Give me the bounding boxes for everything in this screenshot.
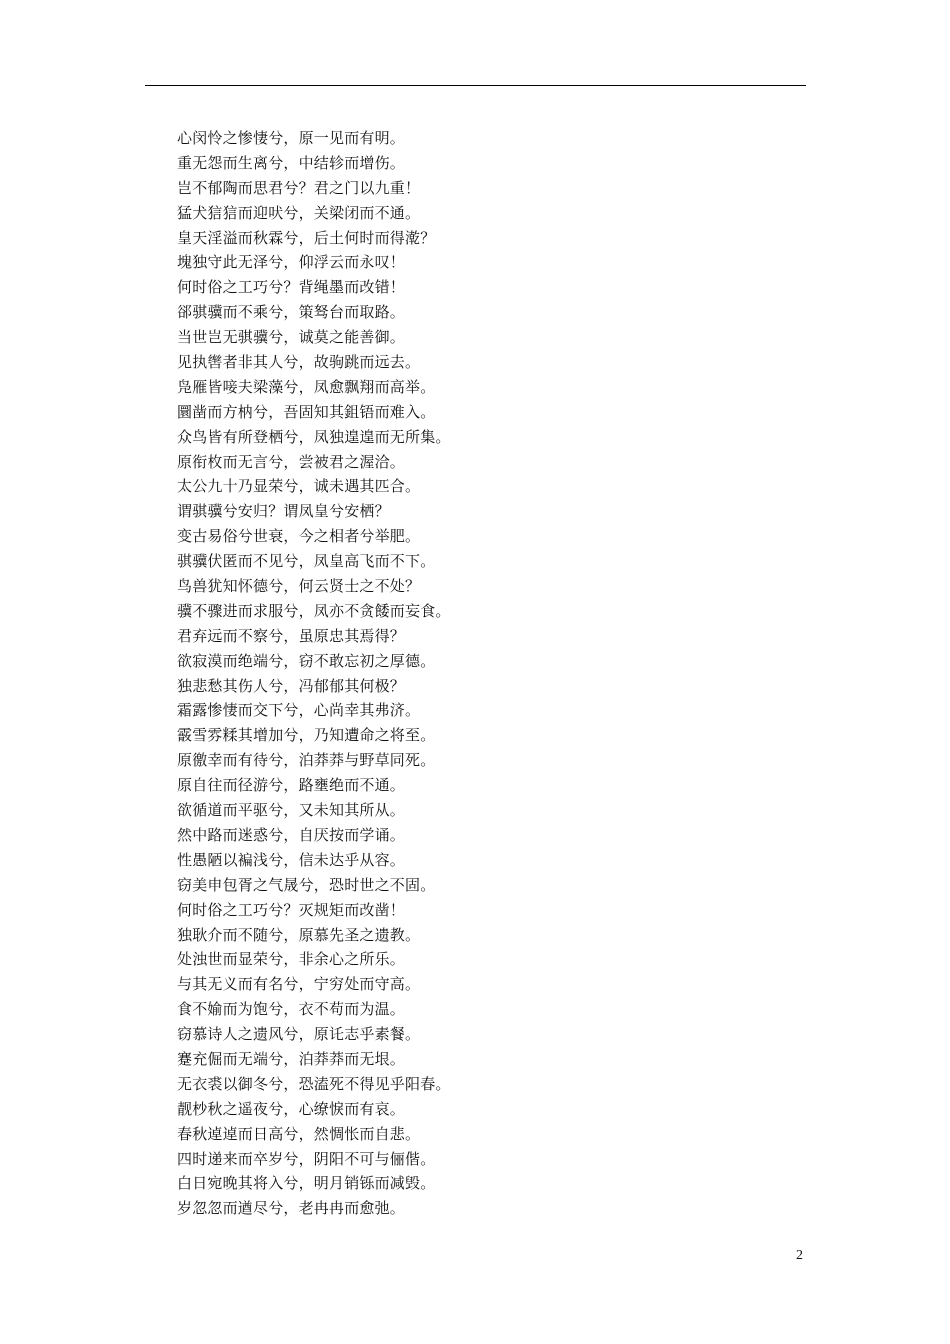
poem-line: 岂不郁陶而思君兮？君之门以九重！ bbox=[177, 178, 421, 197]
poem-line: 四时递来而卒岁兮，阴阳不可与俪偕。 bbox=[177, 1149, 436, 1168]
poem-line: 原衔枚而无言兮，尝被君之渥洽。 bbox=[177, 452, 406, 471]
poem-line: 欲寂漠而绝端兮，窃不敢忘初之厚德。 bbox=[177, 651, 436, 670]
poem-line: 无衣裘以御冬兮，恐溘死不得见乎阳春。 bbox=[177, 1074, 451, 1093]
poem-line: 猛犬狺狺而迎吠兮，关梁闭而不通。 bbox=[177, 203, 421, 222]
poem-line: 变古易俗兮世衰，今之相者兮举肥。 bbox=[177, 527, 421, 546]
poem-line: 春秋逴逴而日高兮，然惆怅而自悲。 bbox=[177, 1124, 421, 1143]
poem-line: 当世岂无骐骥兮，诚莫之能善御。 bbox=[177, 328, 406, 347]
poem-line: 窃慕诗人之遗风兮，原讬志乎素餐。 bbox=[177, 1025, 421, 1044]
poem-line: 郤骐骥而不乘兮，策驽台而取路。 bbox=[177, 303, 406, 322]
poem-line: 岁忽忽而遒尽兮，老冉冉而愈弛。 bbox=[177, 1199, 406, 1218]
poem-line: 何时俗之工巧兮？背绳墨而改错！ bbox=[177, 278, 406, 297]
poem-line: 窃美申包胥之气晟兮，恐时世之不固。 bbox=[177, 875, 436, 894]
poem-line: 霰雪雰糅其增加兮，乃知遭命之将至。 bbox=[177, 726, 436, 745]
poem-line: 与其无义而有名兮，宁穷处而守高。 bbox=[177, 975, 421, 994]
poem-line: 原徼幸而有待兮，泊莽莽与野草同死。 bbox=[177, 751, 436, 770]
poem-line: 重无怨而生离兮，中结轸而增伤。 bbox=[177, 153, 406, 172]
poem-line: 靓杪秋之遥夜兮，心缭悷而有哀。 bbox=[177, 1099, 406, 1118]
poem-line: 独耿介而不随兮，原慕先圣之遗教。 bbox=[177, 925, 421, 944]
poem-line: 白日宛晚其将入兮，明月销铄而减毁。 bbox=[177, 1174, 436, 1193]
poem-line: 骥不骤进而求服兮，凤亦不贪餧而妄食。 bbox=[177, 601, 451, 620]
poem-line: 蹇充倔而无端兮，泊莽莽而无垠。 bbox=[177, 1049, 406, 1068]
poem-line: 原自往而径游兮，路壅绝而不通。 bbox=[177, 776, 406, 795]
poem-line: 太公九十乃显荣兮，诚未遇其匹合。 bbox=[177, 477, 421, 496]
poem-text bbox=[177, 126, 777, 1221]
poem-line: 凫雁皆唼夫梁藻兮，凤愈飘翔而高举。 bbox=[177, 377, 436, 396]
poem-line: 皇天淫溢而秋霖兮，后土何时而得漧？ bbox=[177, 228, 436, 247]
poem-line: 见执辔者非其人兮，故驹跳而远去。 bbox=[177, 353, 421, 372]
poem-line: 欲循道而平驱兮，又未知其所从。 bbox=[177, 801, 406, 820]
poem-line: 骐骥伏匿而不见兮，凤皇高飞而不下。 bbox=[177, 552, 436, 571]
poem-line: 处浊世而显荣兮，非余心之所乐。 bbox=[177, 950, 406, 969]
poem-line: 性愚陋以褊浅兮，信未达乎从容。 bbox=[177, 850, 406, 869]
poem-line: 心闵怜之惨悽兮，原一见而有明。 bbox=[177, 129, 406, 147]
poem-line: 众鸟皆有所登栖兮，凤独遑遑而无所集。 bbox=[177, 427, 451, 446]
poem-line: 鸟兽犹知怀德兮，何云贤士之不处？ bbox=[177, 577, 421, 596]
poem-line: 塊独守此无泽兮，仰浮云而永叹！ bbox=[177, 253, 406, 272]
poem-line: 圜凿而方枘兮，吾固知其鉏铻而难入。 bbox=[177, 402, 436, 421]
page-number: 2 bbox=[796, 1248, 803, 1263]
header-rule bbox=[145, 85, 806, 86]
poem-line: 谓骐骥兮安归？谓凤皇兮安栖？ bbox=[177, 502, 390, 521]
poem-line: 食不媮而为饱兮，衣不苟而为温。 bbox=[177, 1000, 406, 1019]
poem-line: 独悲愁其伤人兮，冯郁郁其何极？ bbox=[177, 676, 406, 695]
poem-line: 然中路而迷惑兮，自厌按而学诵。 bbox=[177, 825, 406, 844]
poem-line: 何时俗之工巧兮？灭规矩而改凿！ bbox=[177, 900, 406, 919]
poem-line: 霜露惨悽而交下兮，心尚幸其弗济。 bbox=[177, 701, 421, 720]
poem-line: 君弃远而不察兮，虽原忠其焉得？ bbox=[177, 626, 406, 645]
